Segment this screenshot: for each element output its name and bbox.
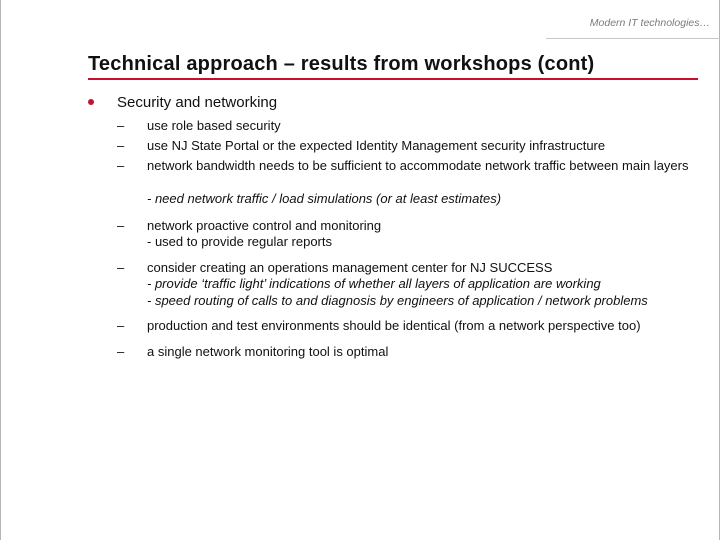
dash-marker: – [117, 260, 125, 275]
dash-marker: – [117, 158, 125, 173]
dash-marker: – [117, 344, 125, 359]
dash-marker: – [117, 318, 125, 333]
list-item-text: a single network monitoring tool is optimal [147, 344, 389, 359]
list-item-text: production and test environments should be identical (from a network perspective too) [147, 318, 641, 333]
list-item-text: use NJ State Portal or the expected Identity Management security infrastructure [147, 138, 606, 153]
list-item-note: - provide ‘traffic light’ indications of whether all layers of application are working [147, 276, 601, 291]
header-tagline: Modern IT technologies… [589, 17, 710, 29]
list-item-text: network proactive control and monitoring [147, 218, 382, 233]
list-item-note: - used to provide regular reports [147, 234, 332, 249]
list-item-text: consider creating an operations management center for NJ SUCCESS [147, 260, 553, 275]
slide-title: Technical approach – results from workshops (cont) [88, 53, 595, 75]
list-item-text: use role based security [147, 118, 281, 133]
list-item-note: - need network traffic / load simulations (or at least estimates) [147, 191, 502, 206]
slide-frame-left [0, 0, 1, 540]
header-divider [546, 38, 720, 39]
dash-marker: – [117, 218, 125, 233]
bullet-heading: Security and networking [117, 94, 278, 111]
dash-marker: – [117, 118, 125, 133]
bullet-dot-icon [88, 99, 94, 105]
title-underline [88, 78, 698, 80]
dash-marker: – [117, 138, 125, 153]
list-item-note: - speed routing of calls to and diagnosis by engineers of application / network problems [147, 293, 648, 308]
list-item-text: network bandwidth needs to be sufficient to accommodate network traffic between main layers [147, 158, 689, 173]
